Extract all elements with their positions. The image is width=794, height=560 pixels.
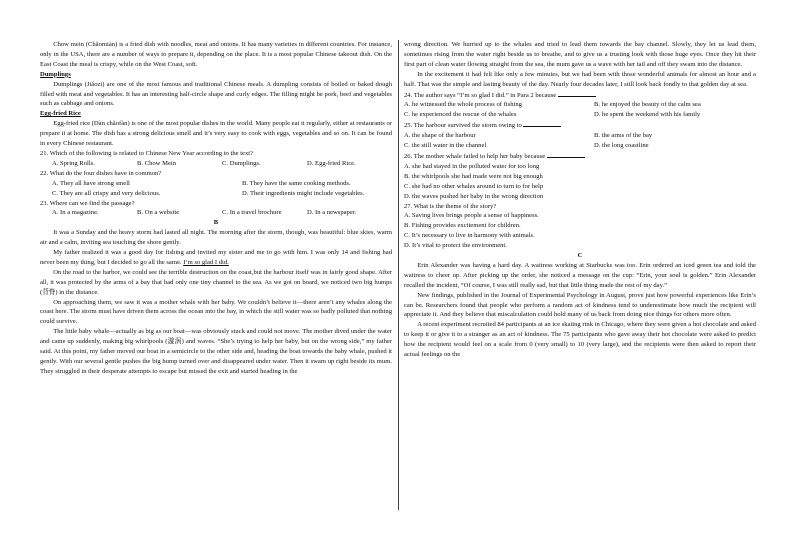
question-text: 25. The harbour survived the storm owing to — [404, 122, 522, 130]
option[interactable]: A. Spring Rolls. — [52, 159, 95, 167]
passage-c-paragraph-1: Erin Alexander was having a hard day. A waitress working at Starbucks was too. Erin ordered an iced green tea and told the waitress to cheer up. After picking up the order, she noticed a message on the cup: “Erin, your soul is golden.” Erin Alexander recalled the incident, “Of course, I was still really sad, but that little thing made the rest of my day.” — [404, 261, 756, 289]
passage-b-paragraph-5: The little baby whale—actually as big as our boat—was obviously stuck and could not move. The mother dived under the water and came up suddenly, making big whirlpools (漩涡) and waves. “She’s trying to help her baby, but on the wrong side,” my father said. At this point, my father moved our boat in a semicircle to the other side and, heading the boat towards the baby whale, pushed it gently. With our several gentle pushes the big hump turned over and disappeared under water. Then it swam up right beside its mum. They struggled in their desperate attempts to escape but missed the exit and started heading in the — [40, 328, 392, 375]
question-21-options — [40, 159, 392, 169]
passage-b-paragraph-6: In the excitement it had felt like only a few minutes, but we had been with those wonderful animals for almost an hour and a half. That was the simple and lasting beauty of the day. Nearly four decades later, I still look back fondly to that golden day at sea. — [404, 70, 756, 88]
paragraph-chow-mein: Chow mein (Chǎomiàn) is a fried dish with noodles, meat and onions. It has many varieties in different countries. For instance, only in the USA, there are a number of ways to prepare it, depending on the place. It is a most popular Chinese takeout dish. On the East Coast the meal is crispy, while on the West Coast, soft. — [40, 41, 392, 68]
column-divider — [398, 40, 399, 510]
option[interactable]: C. In a travel brochure — [222, 209, 282, 217]
paragraph-text: My father realized it was a good day for fishing and invited my sister and me to go with him. I was only 14 and fishing had never been my thing, but I decided to go all the same. — [40, 249, 392, 266]
question-22-options-ab — [40, 179, 392, 189]
option[interactable]: A. the shape of the harbour — [404, 132, 476, 140]
option[interactable]: D. Their ingredients might include vegetables. — [242, 189, 365, 197]
question-21: 21. Which of the following is related to Chinese New Year according to the text? — [40, 149, 254, 157]
option[interactable]: A. he witnessed the whole process of fishing — [404, 101, 522, 109]
passage-b-paragraph-3: On the road to the harbor, we could see the terrible destruction on the coast,but the harbour itself was in fairly good shape. After all, it was protected by the arms of a bay that had only one tiny channel to the sea. As we got on board, we noticed two big humps (背脊) in the distance. — [40, 268, 392, 296]
question-22: 22. What do the four dishes have in common? — [40, 169, 162, 177]
question-25-options-cd — [404, 141, 756, 151]
option[interactable]: D. It’s vital to protect the environment. — [404, 242, 507, 250]
question-23-options — [40, 208, 392, 218]
question-23: 23. Where can we find the passage? — [40, 199, 135, 207]
passage-b-paragraph-1: It was a Sunday and the heavy storm had lasted all night. The morning after the storm, though, was beautiful: blue skies, warm air and a calm, inviting sea touching the shore gently. — [40, 229, 392, 247]
underlined-sentence: I’m so glad I did. — [183, 258, 229, 266]
answer-blank[interactable] — [547, 151, 585, 158]
option[interactable]: C. They are all crispy and very delicious. — [52, 189, 161, 197]
answer-blank[interactable] — [523, 120, 561, 127]
question-24-options-ab — [404, 100, 756, 110]
passage-c-paragraph-2: New findings, published in the Journal of Experimental Psychology in August, prove just how powerful experiences like Erin’s can be. Researchers found that people who perform a random act of kindness tend to underestimate how much the recipient will appreciate it. And they believe that miscalculation could hold many of us back from doing nice things for others more often. — [404, 291, 756, 319]
right-column — [404, 40, 756, 360]
option[interactable]: B. he enjoyed the beauty of the calm sea — [594, 101, 701, 109]
option[interactable]: D. he spent the weekend with his family — [594, 111, 701, 119]
option[interactable]: D. Egg-fried Rice. — [307, 159, 356, 167]
option[interactable]: B. the whirlpools she had made were not big enough — [404, 172, 543, 180]
option[interactable]: B. On a website — [137, 209, 180, 217]
question-22-options-cd — [40, 189, 392, 199]
option[interactable]: A. she had stayed in the polluted water for too long — [404, 162, 540, 170]
option[interactable]: C. It’s necessary to live in harmony with animals. — [404, 232, 535, 240]
question-26 — [404, 151, 756, 162]
option[interactable]: B. They have the same cooking methods. — [242, 179, 351, 187]
heading-egg-fried-rice: Egg-fried Rice — [40, 110, 81, 118]
passage-b-paragraph-4: On approaching them, we saw it was a mother whale with her baby. We couldn’t believe it—there aren’t any whales along the coast here. The storm must have driven them across the ocean into the bay, in which the still water was so badly polluted that nothing could survive. — [40, 298, 392, 326]
option[interactable]: C. the still water in the channel — [404, 142, 487, 150]
question-25 — [404, 120, 756, 131]
option[interactable]: D. the long coastline — [594, 142, 649, 150]
question-25-options-ab — [404, 131, 756, 141]
answer-blank[interactable] — [558, 90, 596, 97]
section-c-heading: C — [577, 252, 583, 260]
option[interactable]: D. the waves pushed her baby in the wrong direction — [404, 192, 544, 200]
passage-b-paragraph-2 — [40, 248, 392, 268]
passage-b-continuation: wrong direction. We hurried up to the whales and tried to lead them towards the bay channel. Slowly, they let us lead them, sometimes rising from the water right beside us to breathe, and to give us a trusting look with those huge eyes. Once they hit their first part of clean water flowing straight from the sea, the mum gave us a wave with her tail and off they swam into the distance. — [404, 41, 756, 68]
option[interactable]: A. In a magazine. — [52, 209, 99, 217]
option[interactable]: C. Dumplings. — [222, 159, 261, 167]
question-text: 26. The mother whale failed to help her baby because — [404, 152, 546, 160]
option[interactable]: D. In a newspaper. — [307, 209, 357, 217]
section-b-heading: B — [213, 219, 219, 227]
option[interactable]: C. he experienced the rescue of the whales — [404, 111, 517, 119]
question-24-options-cd — [404, 110, 756, 120]
question-text: 24. The author says “I’m so glad I did.” in Para 2 because — [404, 91, 557, 99]
paragraph-dumplings: Dumplings (Jiǎozi) are one of the most famous and traditional Chinese meals. A dumpling consists of boiled or baked dough filled with meat and vegetables. It has an interesting half-circle shape and curly edges. The filling might be pork, beef and vegetables such as cabbage and onions. — [40, 80, 392, 108]
left-column — [40, 40, 392, 377]
option[interactable]: A. Saving lives brings people a sense of happiness. — [404, 212, 539, 220]
option[interactable]: B. Chow Mein — [137, 159, 177, 167]
option[interactable]: B. Fishing provides excitement for children. — [404, 222, 521, 230]
option[interactable]: B. the arms of the bay — [594, 132, 653, 140]
question-27: 27. What is the theme of the story? — [404, 202, 497, 210]
option[interactable]: A. They all have strong smell — [52, 179, 130, 187]
option[interactable]: C. she had no other whales around to turn to for help — [404, 182, 544, 190]
passage-c-paragraph-3: A recent experiment recruited 84 participants at an ice skating rink in Chicago, where they were given a hot chocolate and asked to keep it or give it to a stranger as an act of kindness. The 75 participants who gave away their hot chocolate were asked to predict how the recipient would feel on a scale from 0 (very small) to 10 (very large), and the recipients were then asked to report their actual feelings on the — [404, 321, 756, 359]
question-24 — [404, 90, 756, 101]
heading-dumplings: Dumplings — [40, 70, 71, 78]
paragraph-egg-fried-rice: Egg-fried rice (Dàn chǎofàn) is one of the most popular dishes in the world. Many people eat it regularly, either at restaurants or prepare it at home. The dish has a strong delicious smell and it’s very easy to cook with eggs, vegetables and so on. It can be found in every Chinese restaurant. — [40, 120, 392, 148]
